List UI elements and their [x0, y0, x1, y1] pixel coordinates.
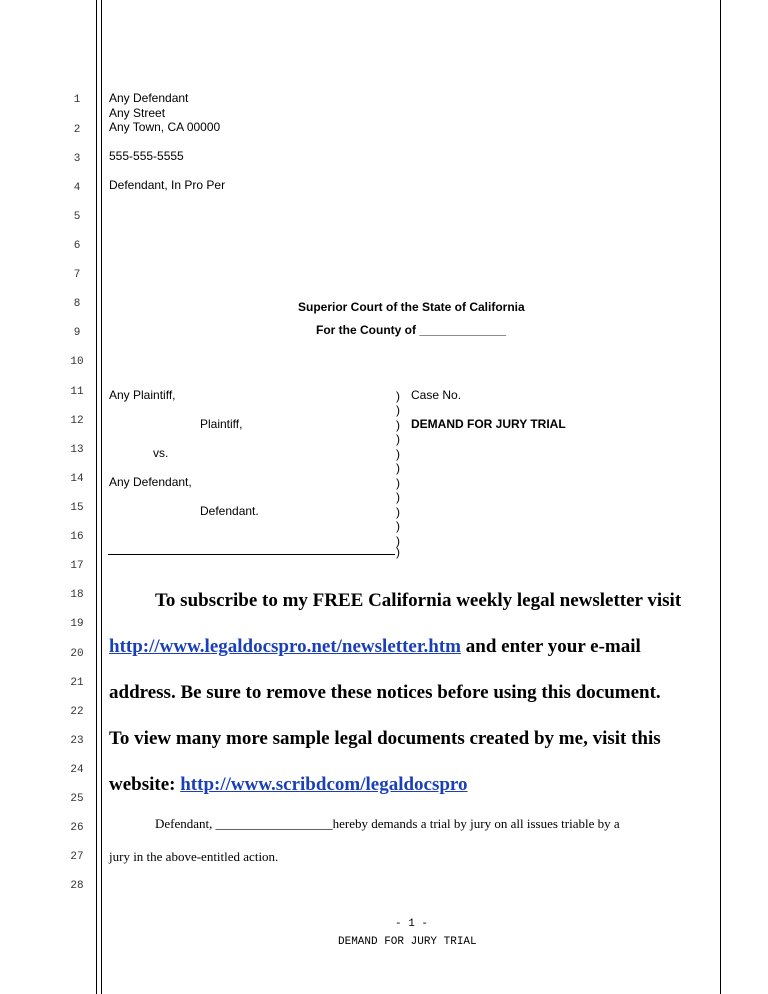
caption-paren: ): [396, 461, 400, 475]
line-number: 20: [70, 648, 84, 660]
demand-text-line-2: jury in the above-entitled action.: [109, 849, 279, 864]
caption-paren: ): [396, 389, 400, 403]
caption-paren: ): [396, 519, 400, 533]
line-number: 23: [70, 735, 84, 747]
footer-title: DEMAND FOR JURY TRIAL: [338, 936, 477, 948]
line-number: 27: [70, 851, 84, 863]
court-county: For the County of _____________: [316, 323, 507, 337]
line-number: 16: [70, 531, 84, 543]
line-number: 21: [70, 677, 84, 689]
plaintiff-label: Plaintiff,: [200, 417, 243, 431]
defendant-label: Defendant.: [200, 504, 259, 518]
line-number: 9: [73, 327, 81, 339]
line-number: 2: [73, 124, 81, 136]
notice-line-2-rest: and enter your e-mail: [461, 636, 641, 657]
notice-line-4: To view many more sample legal documents created by me, visit this: [109, 728, 661, 749]
line-number: 17: [70, 560, 84, 572]
line-number: 24: [70, 764, 84, 776]
caption-paren: ): [396, 476, 400, 490]
page-number: - 1 -: [395, 918, 429, 930]
document-title: DEMAND FOR JURY TRIAL: [411, 417, 566, 431]
left-margin-rule-inner: [101, 0, 102, 994]
line-number: 1: [73, 94, 81, 106]
line-number: 14: [70, 473, 84, 485]
caption-paren: ): [396, 432, 400, 446]
case-number-label: Case No.: [411, 388, 462, 402]
line-number: 13: [70, 444, 84, 456]
notice-line-5-prefix: website:: [109, 774, 181, 795]
notice-line-2: [109, 636, 641, 658]
line-number: 22: [70, 706, 84, 718]
caption-paren: ): [396, 505, 400, 519]
party-street: Any Street: [109, 106, 166, 120]
caption-paren: ): [396, 545, 400, 559]
line-number: 6: [73, 240, 81, 252]
line-number: 4: [73, 182, 81, 194]
scribd-link[interactable]: http://www.scribdcom/legaldocspro: [180, 774, 468, 795]
line-number: 18: [70, 589, 84, 601]
line-number: 25: [70, 793, 84, 805]
line-number: 11: [70, 386, 84, 398]
notice-line-3: address. Be sure to remove these notices before using this document.: [109, 682, 661, 703]
defendant-name: Any Defendant,: [109, 475, 192, 489]
party-city: Any Town, CA 00000: [109, 120, 221, 134]
notice-line-1: To subscribe to my FREE California weekly legal newsletter visit: [155, 590, 682, 611]
caption-paren: ): [396, 447, 400, 461]
caption-paren: ): [396, 418, 400, 432]
demand-text-line-1: Defendant, __________________hereby demands a trial by jury on all issues triable by a: [155, 816, 620, 831]
caption-paren: ): [396, 534, 400, 548]
line-number: 3: [73, 153, 81, 165]
line-number: 28: [70, 880, 84, 892]
caption-paren: ): [396, 403, 400, 417]
line-number: 26: [70, 822, 84, 834]
line-number: 19: [70, 618, 84, 630]
newsletter-link[interactable]: http://www.legaldocspro.net/newsletter.htm: [109, 636, 462, 657]
line-number: 7: [73, 269, 81, 281]
notice-line-5: [109, 774, 468, 796]
court-name: Superior Court of the State of California: [298, 300, 525, 314]
caption-divider: [108, 554, 395, 555]
right-margin-rule: [720, 0, 721, 994]
party-phone: 555-555-5555: [109, 149, 184, 163]
line-number: 8: [73, 298, 81, 310]
party-role: Defendant, In Pro Per: [109, 178, 226, 192]
caption-paren: ): [396, 490, 400, 504]
party-name: Any Defendant: [109, 91, 189, 105]
plaintiff-name: Any Plaintiff,: [109, 388, 176, 402]
line-number: 5: [73, 211, 81, 223]
line-number: 15: [70, 502, 84, 514]
left-margin-rule-outer: [96, 0, 97, 994]
line-number: 10: [70, 356, 84, 368]
versus: vs.: [153, 446, 169, 460]
line-number: 12: [70, 415, 84, 427]
